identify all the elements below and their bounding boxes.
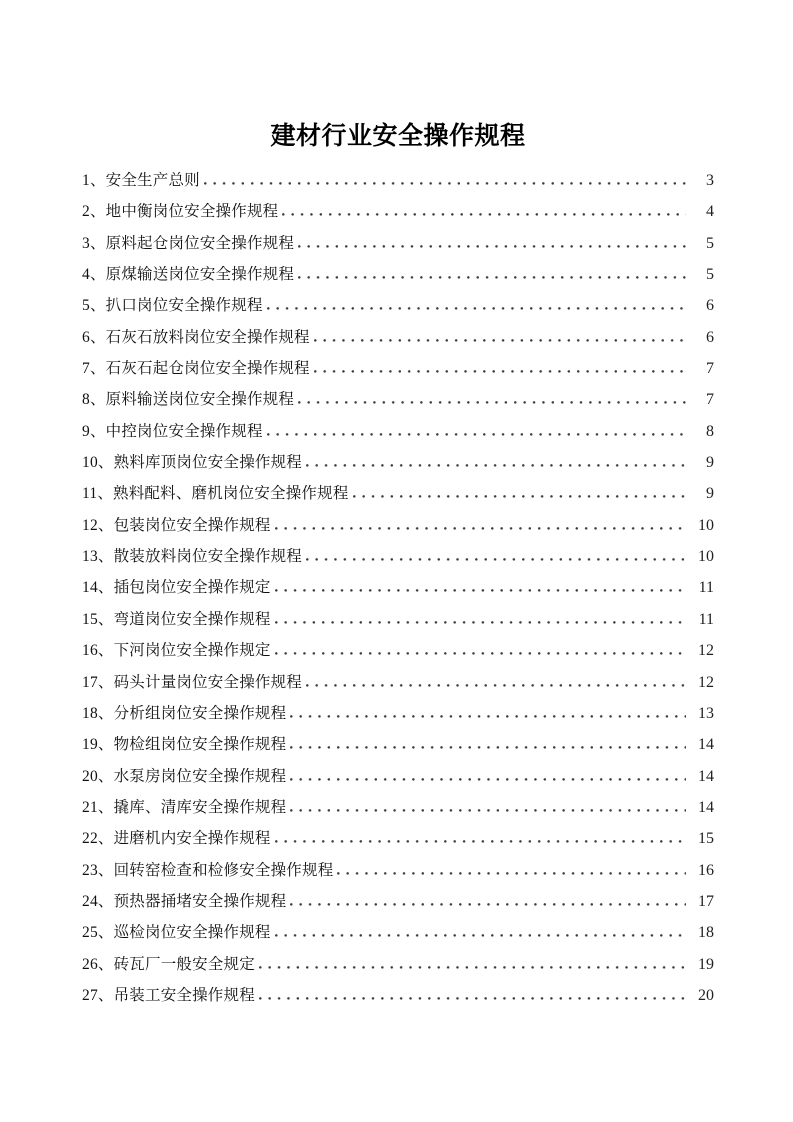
toc-entry[interactable] [82, 798, 714, 829]
dot-leader [282, 212, 686, 216]
dot-leader [267, 306, 686, 310]
toc-entry-page-number: 7 [706, 360, 714, 378]
toc-entry-page-number: 13 [698, 704, 714, 722]
toc-entry-label: 9、中控岗位安全操作规程 [82, 422, 263, 440]
toc-entry[interactable] [82, 359, 714, 390]
toc-entry[interactable] [82, 202, 714, 233]
dot-leader [290, 745, 686, 749]
toc-entry[interactable] [82, 704, 714, 735]
toc-entry-page-number: 14 [698, 798, 714, 816]
toc-entry-page-number: 10 [698, 548, 714, 566]
toc-entry-label: 3、原料起仓岗位安全操作规程 [82, 234, 295, 252]
document-title: 建材行业安全操作规程 [270, 123, 526, 150]
toc-entry-label: 21、撬库、清库安全操作规程 [82, 798, 287, 816]
dot-leader [290, 714, 686, 718]
toc-entry-page-number: 8 [706, 422, 714, 440]
dot-leader [353, 494, 686, 498]
toc-entry-label: 24、预热器捅堵安全操作规程 [82, 892, 287, 910]
dot-leader [275, 839, 686, 843]
toc-entry-label: 15、弯道岗位安全操作规程 [82, 610, 271, 628]
toc-entry-page-number: 16 [698, 861, 714, 879]
toc-entry-page-number: 6 [706, 297, 714, 315]
toc-entry-label: 2、地中衡岗位安全操作规程 [82, 203, 279, 221]
toc-entry[interactable] [82, 829, 714, 860]
dot-leader [290, 777, 686, 781]
toc-entry-page-number: 10 [698, 516, 714, 534]
dot-leader [259, 996, 686, 1000]
toc-entry-page-number: 11 [698, 610, 714, 628]
dot-leader [298, 244, 686, 248]
toc-entry-page-number: 18 [698, 924, 714, 942]
toc-entry[interactable] [82, 986, 714, 1017]
toc-entry[interactable] [82, 892, 714, 923]
toc-entry[interactable] [82, 390, 714, 421]
toc-entry-page-number: 14 [698, 767, 714, 785]
dot-leader [298, 400, 686, 404]
dot-leader [275, 526, 686, 530]
toc-entry-page-number: 9 [706, 485, 714, 503]
toc-entry-label: 20、水泵房岗位安全操作规程 [82, 767, 287, 785]
dot-leader [267, 432, 686, 436]
toc-entry-page-number: 19 [698, 955, 714, 973]
toc-entry-page-number: 9 [706, 454, 714, 472]
toc-entry-page-number: 5 [706, 234, 714, 252]
toc-entry[interactable] [82, 861, 714, 892]
toc-entry-label: 19、物检组岗位安全操作规程 [82, 736, 287, 754]
toc-entry-page-number: 3 [706, 172, 714, 189]
toc-entry-label: 26、砖瓦厂一般安全规定 [82, 955, 255, 973]
toc-entry-page-number: 20 [698, 986, 714, 1004]
toc-entry-label: 22、进磨机内安全操作规程 [82, 830, 271, 848]
toc-entry[interactable] [82, 296, 714, 327]
toc-entry-page-number: 14 [698, 736, 714, 754]
toc-entry[interactable] [82, 328, 714, 359]
toc-entry-label: 25、巡检岗位安全操作规程 [82, 924, 271, 942]
dot-leader [314, 369, 686, 373]
dot-leader [337, 871, 686, 875]
toc-entry-label: 5、扒口岗位安全操作规程 [82, 297, 263, 315]
toc-entry-page-number: 6 [706, 328, 714, 346]
toc-entry-label: 17、码头计量岗位安全操作规程 [82, 673, 303, 691]
toc-entry-label: 18、分析组岗位安全操作规程 [82, 704, 287, 722]
toc-entry-page-number: 5 [706, 266, 714, 284]
dot-leader [314, 338, 686, 342]
dot-leader [306, 683, 686, 687]
dot-leader [275, 933, 686, 937]
dot-leader [275, 588, 686, 592]
toc-entry-label: 14、插包岗位安全操作规定 [82, 579, 271, 597]
toc-entry[interactable] [82, 923, 714, 954]
toc-entry-label: 11、熟料配料、磨机岗位安全操作规程 [82, 485, 349, 503]
toc-entry-label: 16、下河岗位安全操作规定 [82, 642, 271, 660]
toc-entry-label: 12、包装岗位安全操作规程 [82, 516, 271, 534]
dot-leader [290, 902, 686, 906]
toc-entry-page-number: 4 [706, 203, 714, 221]
dot-leader [306, 557, 686, 561]
toc-entry-label: 4、原煤输送岗位安全操作规程 [82, 266, 295, 284]
toc-entry-page-number: 17 [698, 892, 714, 910]
toc-entry-label: 13、散装放料岗位安全操作规程 [82, 548, 303, 566]
dot-leader [290, 808, 686, 812]
toc-entry[interactable] [82, 610, 714, 641]
toc-entry-page-number: 12 [698, 673, 714, 691]
dot-leader [298, 275, 686, 279]
toc-entry-label: 27、吊装工安全操作规程 [82, 986, 255, 1004]
toc-entry-label: 1、安全生产总则 [82, 172, 200, 189]
toc-entry[interactable] [82, 767, 714, 798]
toc-entry[interactable] [82, 234, 714, 265]
toc-entry-page-number: 7 [706, 391, 714, 409]
toc-entry-page-number: 12 [698, 642, 714, 660]
table-of-contents [82, 171, 714, 1017]
toc-entry[interactable] [82, 547, 714, 578]
toc-entry[interactable] [82, 484, 714, 515]
dot-leader [259, 965, 686, 969]
dot-leader [275, 651, 686, 655]
toc-entry-label: 10、熟料库顶岗位安全操作规程 [82, 454, 303, 472]
toc-entry[interactable] [82, 955, 714, 986]
toc-entry-label: 8、原料输送岗位安全操作规程 [82, 391, 295, 409]
toc-entry[interactable] [82, 673, 714, 704]
dot-leader [204, 181, 686, 185]
toc-entry-page-number: 11 [698, 579, 714, 597]
toc-entry-label: 23、回转窑检查和检修安全操作规程 [82, 861, 334, 879]
toc-entry-label: 6、石灰石放料岗位安全操作规程 [82, 328, 310, 346]
toc-entry-page-number: 15 [698, 830, 714, 848]
toc-entry[interactable] [82, 641, 714, 672]
toc-entry-label: 7、石灰石起仓岗位安全操作规程 [82, 360, 310, 378]
toc-entry[interactable] [82, 171, 714, 202]
toc-entry[interactable] [82, 453, 714, 484]
dot-leader [306, 463, 686, 467]
toc-entry[interactable] [82, 516, 714, 547]
toc-entry[interactable] [82, 265, 714, 296]
toc-entry[interactable] [82, 578, 714, 609]
dot-leader [275, 620, 686, 624]
toc-entry[interactable] [82, 735, 714, 766]
toc-entry[interactable] [82, 422, 714, 453]
